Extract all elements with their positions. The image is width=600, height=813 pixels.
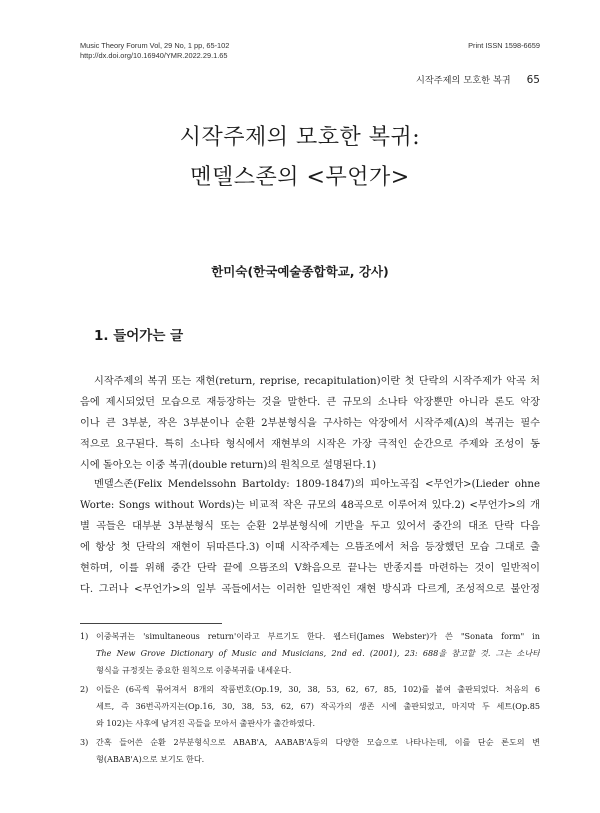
paragraph-line: 현하며, 이를 위해 중간 단락 끝에 으뜸조의 V화음으로 끝나는 반종지를 마련하는 것이 일반적이: [80, 563, 540, 574]
running-head: [416, 72, 540, 86]
paragraph-1: [80, 371, 540, 476]
footnote-line: 형식을 규정짓는 중요한 원칙으로 이중복귀를 내세운다.: [96, 665, 292, 675]
author: 한미숙(한국예술종합학교, 강사): [211, 264, 389, 279]
footnote-line: 형(ABAB'A)으로 보기도 한다.: [96, 754, 205, 764]
footnote-number: 2): [80, 684, 89, 694]
paragraph-line: 시에 돌아오는 이중 복귀(double return)의 원칙으로 설명된다.1): [80, 460, 377, 471]
paragraph-line: Worte: Songs without Words)는 비교적 작은 규모의 48곡으로 이루어져 있다.2) <무언가>의 개: [80, 500, 540, 511]
paragraph-line: 별 곡들은 대부분 3부분형식 또는 순환 2부분형식에 기반을 두고 있어서 중간의 대조 단락 다음: [80, 521, 540, 532]
journal-info: Music Theory Forum Vol, 29 No, 1 pp, 65-102: [80, 41, 230, 50]
title-line-2: 멘델스존의 <무언가>: [190, 165, 410, 190]
section-heading: 1. 들어가는 글: [94, 328, 184, 344]
footnote-line: 이중복귀는 'simultaneous return'이라고 부르기도 한다. 웹스터(James Webster)가 쓴 "Sonata form" in: [96, 631, 540, 641]
issn: Print ISSN 1598-6659: [468, 41, 540, 50]
running-title: 시작주제의 모호한 복귀: [416, 75, 511, 86]
paragraph-line: 다. 그러나 <무언가>의 일부 곡들에서는 이러한 일반적인 재현 방식과 다르게, 조성적으로 불안정: [80, 584, 540, 595]
paragraph-line: 에 항상 첫 단락의 재현이 뒤따른다.3) 이때 시작주제는 으뜸조에서 처음 등장했던 모습 그대로 출: [80, 542, 540, 553]
footnote-3: [80, 734, 540, 768]
footnote-line: 세트, 즉 36번곡까지는(Op.16, 30, 38, 53, 62, 67) 작곡가의 생존 시에 출판되었고, 마지막 두 세트(Op.85: [96, 701, 540, 711]
paragraph-line: 이나 큰 3부분, 작은 3부분이나 순환 2부분형식을 구사하는 악장에서 시작주제(A)의 복귀는 필수: [80, 418, 540, 429]
page-number: 65: [526, 74, 540, 86]
footnote-divider: [80, 623, 222, 624]
footnote-number: 1): [80, 631, 89, 641]
footnotes: [80, 628, 540, 770]
footnote-line: 와 102)는 사후에 남겨진 곡들을 모아서 출판사가 출간하였다.: [96, 718, 316, 728]
footnote-line: The New Grove Dictionary of Music and Musicians, 2nd ed. (2001), 23: 688을 참고할 것. 그는 소나타: [96, 648, 540, 658]
footnote-1: [80, 628, 540, 679]
doi-link[interactable]: http://dx.doi.org/10.16940/YMR.2022.29.1.65: [80, 51, 228, 60]
footnote-line: 이들은 (6곡씩 묶어져서 8개의 작품번호(Op.19, 30, 38, 53, 62, 67, 85, 102)를 붙여 출판되었다. 처음의 6: [96, 684, 540, 694]
paragraph-line: 적으로 요구된다. 특히 소나타 형식에서 재현부의 시작은 가장 극적인 순간으로 주제와 조성이 동: [80, 439, 540, 450]
paragraph-line: 음에 제시되었던 모습으로 재등장하는 것을 말한다. 큰 규모의 소나타 악장뿐만 아니라 론도 악장: [80, 397, 540, 408]
title-line-1: 시작주제의 모호한 복귀:: [179, 125, 421, 150]
footnote-number: 3): [80, 737, 89, 747]
paragraph-line: 멘델스존(Felix Mendelssohn Bartoldy: 1809-1847)의 피아노곡집 <무언가>(Lieder ohne: [94, 479, 540, 490]
paragraph-2: [80, 474, 540, 600]
journal-citation: [80, 41, 229, 61]
footnote-2: [80, 681, 540, 732]
footnote-line: 간혹 들어쓴 순환 2부분형식으로 ABAB'A, AABAB'A등의 다양한 모습으로 나타나는데, 이를 단순 론도의 변: [96, 737, 540, 747]
paragraph-line: 시작주제의 복귀 또는 재현(return, reprise, recapitulation)이란 첫 단락의 시작주제가 악곡 처: [94, 376, 540, 387]
